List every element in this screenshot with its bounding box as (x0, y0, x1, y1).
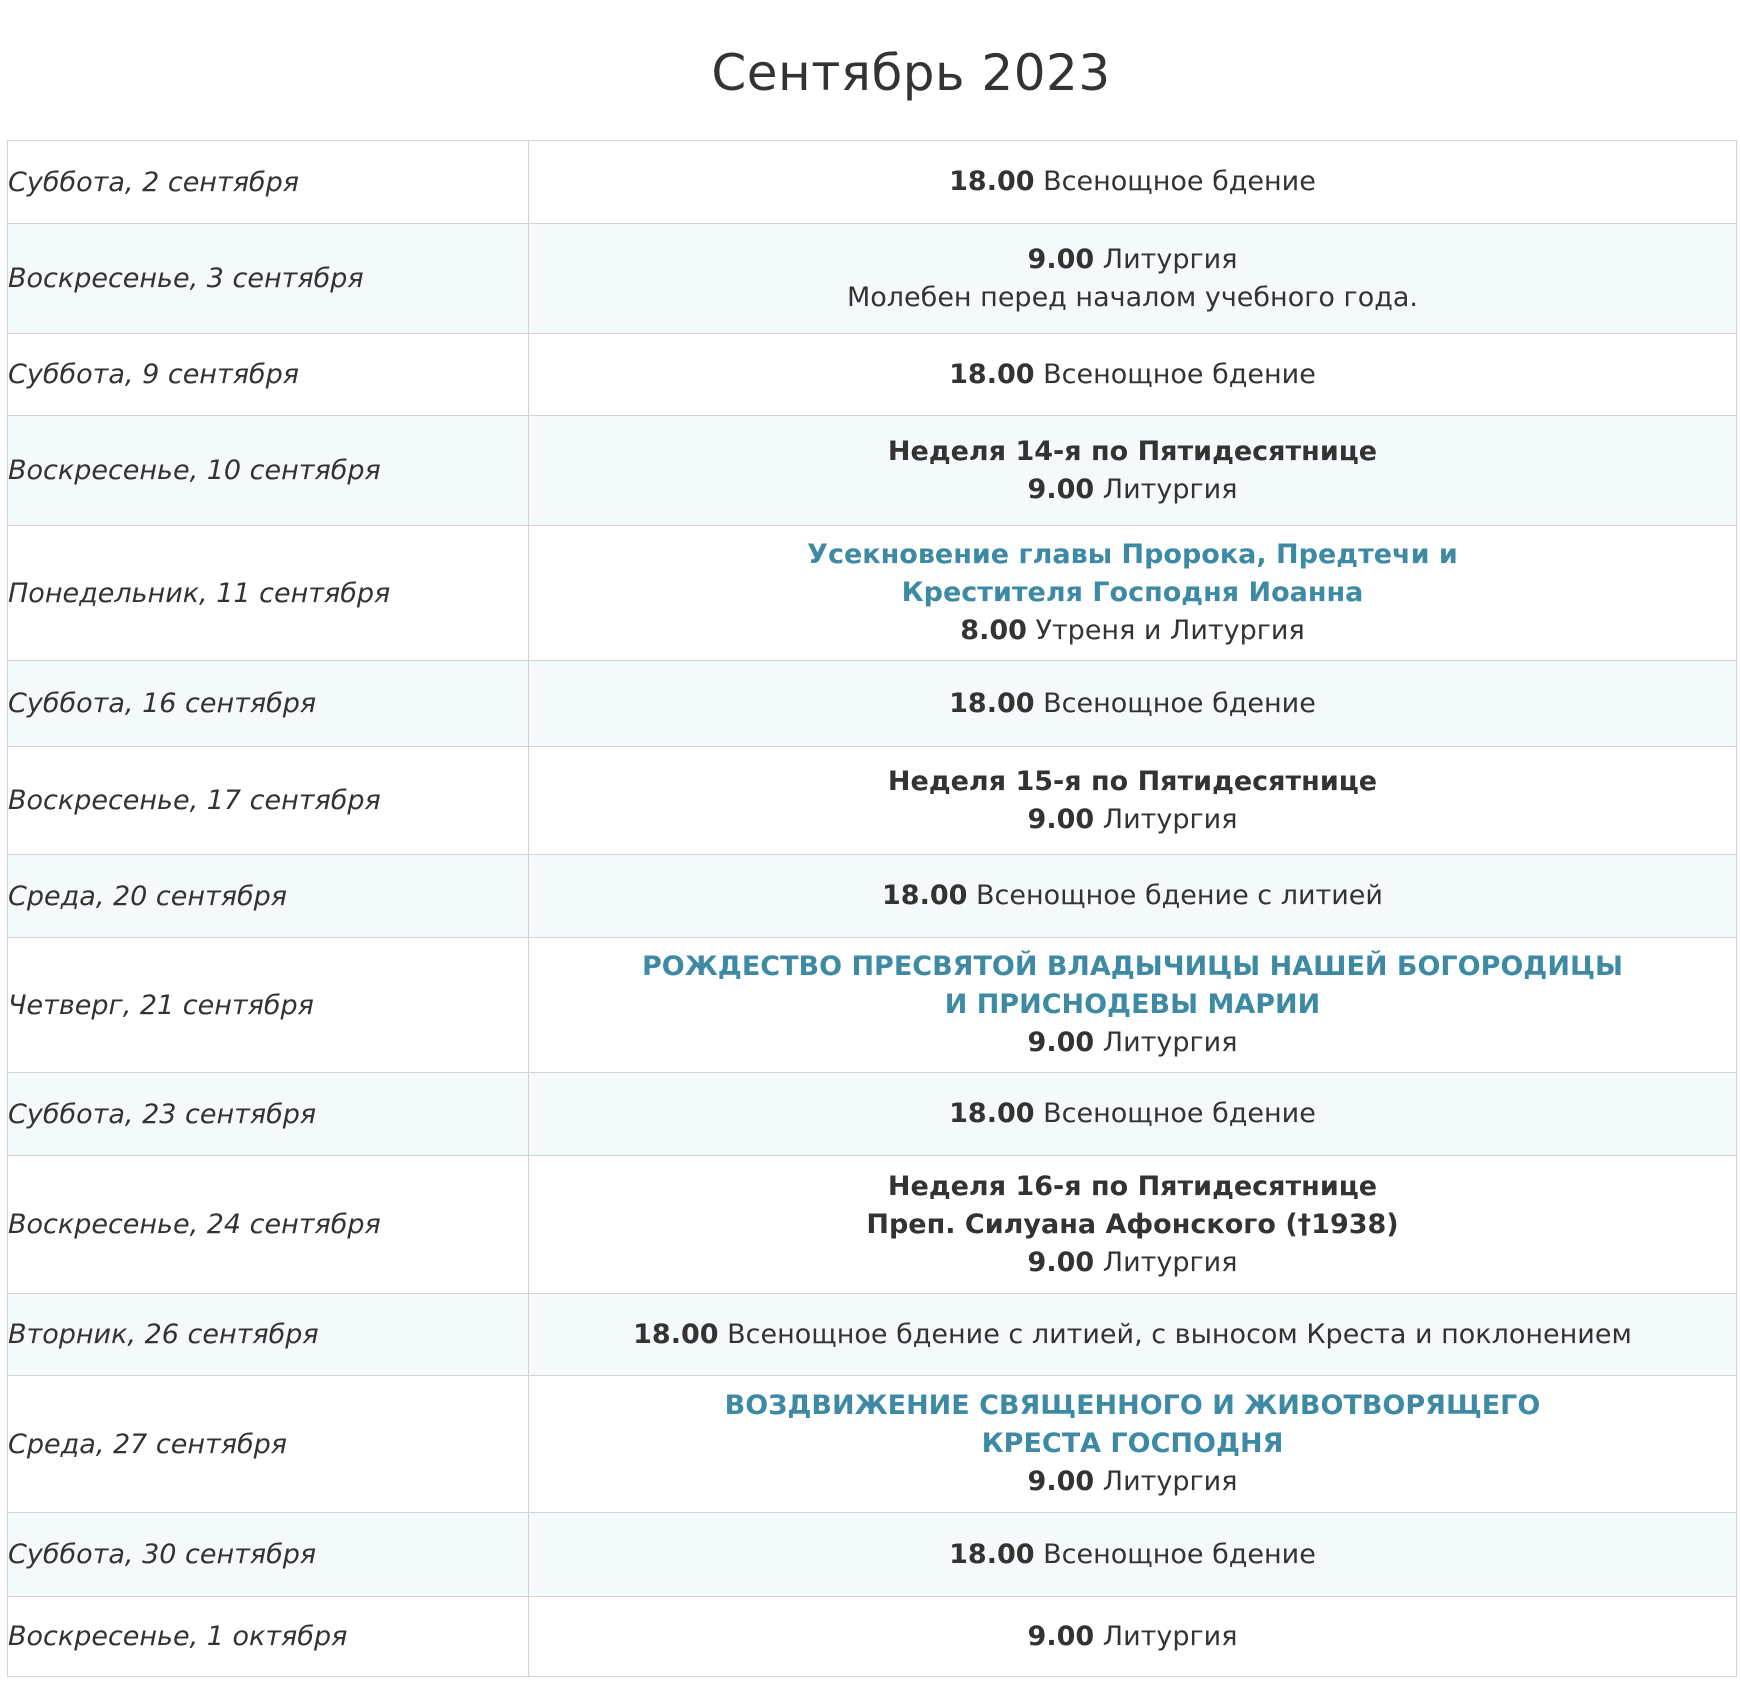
service-name: Утреня и Литургия (1035, 615, 1305, 646)
row-services (529, 1513, 1737, 1597)
row-date: Среда, 27 сентября (8, 1376, 529, 1513)
service-time: 18.00 (949, 687, 1035, 719)
service-name: Литургия (1102, 1246, 1238, 1278)
service-time: 8.00 (960, 615, 1027, 646)
table-row (8, 141, 1737, 224)
service-time: 9.00 (1027, 243, 1095, 275)
row-services (529, 938, 1737, 1073)
row-date: Воскресенье, 10 сентября (8, 416, 529, 526)
service-time: 9.00 (1027, 473, 1095, 505)
feast-title-line: Усекновение главы Пророка, Предтечи и (807, 539, 1458, 570)
row-date: Суббота, 16 сентября (8, 661, 529, 747)
row-date: Воскресенье, 24 сентября (8, 1156, 529, 1294)
service-name: Литургия (1102, 803, 1238, 835)
service-time: 9.00 (1027, 1246, 1095, 1278)
table-row (8, 1513, 1737, 1597)
service-name: Всенощное бдение (1043, 1538, 1316, 1570)
row-date: Суббота, 23 сентября (8, 1073, 529, 1156)
service-name: Литургия (1102, 473, 1238, 505)
service-name: Литургия (1102, 1466, 1238, 1497)
service-heading: Неделя 15-я по Пятидесятнице (887, 765, 1378, 797)
row-services (529, 416, 1737, 526)
service-line (529, 612, 1736, 650)
service-name: Всенощное бдение (1043, 687, 1316, 719)
table-row (8, 855, 1737, 938)
schedule-table (7, 140, 1737, 1677)
row-services (529, 1597, 1737, 1677)
service-time: 9.00 (1027, 1027, 1095, 1058)
service-line (529, 1244, 1736, 1282)
service-line (529, 1024, 1736, 1062)
row-date: Суббота, 9 сентября (8, 334, 529, 416)
service-name: Всенощное бдение (1043, 358, 1316, 390)
service-time: 18.00 (949, 166, 1035, 197)
service-time: 9.00 (1027, 1466, 1095, 1497)
page-title: Сентябрь 2023 (711, 44, 1111, 102)
row-date: Воскресенье, 3 сентября (8, 224, 529, 334)
service-line (529, 241, 1736, 279)
service-heading: Неделя 16-я по Пятидесятнице (887, 1170, 1378, 1202)
table-row (8, 1294, 1737, 1376)
service-line (529, 1463, 1736, 1501)
table-row (8, 1073, 1737, 1156)
row-services (529, 1156, 1737, 1294)
service-note: Молебен перед началом учебного года. (846, 281, 1419, 313)
row-date: Среда, 20 сентября (8, 855, 529, 938)
row-services (529, 661, 1737, 747)
row-services (529, 1294, 1737, 1376)
row-date: Понедельник, 11 сентября (8, 526, 529, 661)
service-heading-saint: Преп. Силуана Афонского (†1938) (866, 1208, 1399, 1240)
row-services (529, 855, 1737, 938)
feast-title-line: ВОЗДВИЖЕНИЕ СВЯЩЕННОГО И ЖИВОТВОРЯЩЕГО (724, 1390, 1541, 1421)
row-date: Суббота, 30 сентября (8, 1513, 529, 1597)
service-name: Литургия (1102, 243, 1238, 275)
service-name: Литургия (1102, 1620, 1238, 1652)
row-date: Четверг, 21 сентября (8, 938, 529, 1073)
service-time: 18.00 (949, 1538, 1035, 1570)
feast-title-line: РОЖДЕСТВО ПРЕСВЯТОЙ ВЛАДЫЧИЦЫ НАШЕЙ БОГОРОДИЦЫ (642, 951, 1623, 982)
table-row (8, 334, 1737, 416)
service-time: 9.00 (1027, 803, 1095, 835)
feast-title-line: Крестителя Господня Иоанна (901, 577, 1364, 608)
service-line (529, 471, 1736, 509)
table-row (8, 1376, 1737, 1513)
feast-title-line: И ПРИСНОДЕВЫ МАРИИ (944, 989, 1321, 1020)
table-row (8, 747, 1737, 855)
service-time: 9.00 (1027, 1620, 1095, 1652)
table-row (8, 1156, 1737, 1294)
service-name: Всенощное бдение (1043, 166, 1316, 197)
service-heading: Неделя 14-я по Пятидесятнице (887, 435, 1378, 467)
table-row (8, 1597, 1737, 1677)
service-time: 18.00 (949, 358, 1035, 390)
table-row (8, 416, 1737, 526)
table-row (8, 938, 1737, 1073)
service-time: 18.00 (882, 880, 968, 911)
service-name: Всенощное бдение с литией, с выносом Креста и поклонением (727, 1318, 1632, 1350)
service-name: Всенощное бдение с литией (976, 880, 1383, 911)
feast-title-line: КРЕСТА ГОСПОДНЯ (981, 1428, 1284, 1459)
row-date: Воскресенье, 1 октября (8, 1597, 529, 1677)
row-services (529, 526, 1737, 661)
service-time: 18.00 (949, 1098, 1035, 1129)
service-name: Всенощное бдение (1043, 1098, 1316, 1129)
table-row (8, 526, 1737, 661)
row-date: Вторник, 26 сентября (8, 1294, 529, 1376)
row-date: Суббота, 2 сентября (8, 141, 529, 224)
row-services (529, 224, 1737, 334)
service-time: 18.00 (633, 1318, 719, 1350)
row-services (529, 141, 1737, 224)
row-services (529, 1073, 1737, 1156)
row-date: Воскресенье, 17 сентября (8, 747, 529, 855)
service-line (529, 801, 1736, 839)
row-services (529, 334, 1737, 416)
table-row (8, 224, 1737, 334)
row-services (529, 1376, 1737, 1513)
service-name: Литургия (1102, 1027, 1238, 1058)
row-services (529, 747, 1737, 855)
table-row (8, 661, 1737, 747)
